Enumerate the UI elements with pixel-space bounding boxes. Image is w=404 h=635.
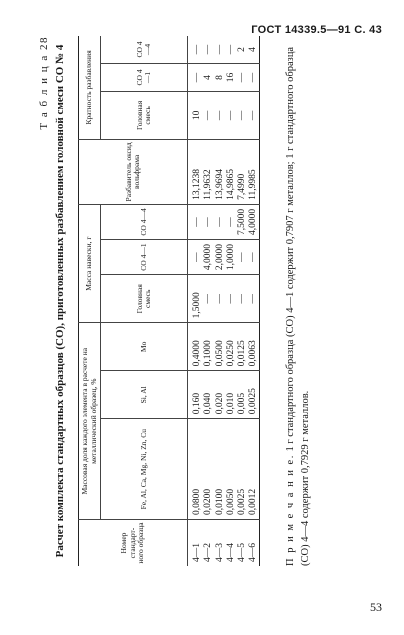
col-mult-co44: СО 4—4	[101, 36, 188, 63]
cell-co41: 4,0000	[203, 240, 214, 275]
table-row	[226, 36, 237, 566]
cell-mo: 0,0125	[237, 323, 248, 371]
cell-fe: 0,0800	[188, 419, 204, 520]
cell-mo: 0,1000	[203, 323, 214, 371]
cell-si: 0,005	[237, 371, 248, 419]
cell-mult-co41: 8	[215, 63, 226, 91]
cell-si: 0,160	[188, 371, 204, 419]
table-row	[215, 36, 226, 566]
cell-diluent: 11,9632	[203, 139, 214, 204]
cell-no: 4—1	[188, 520, 204, 567]
cell-mult-co44: 2	[237, 47, 248, 52]
cell-mult-head: —	[215, 91, 226, 139]
cell-mult-co44: —	[225, 44, 236, 55]
cell-co41: —	[188, 240, 204, 275]
cell-mult-co41: 16	[226, 63, 237, 91]
cell-mult-head: —	[248, 91, 260, 139]
col-diluent: Разбавитель оксид вольфрама	[79, 139, 188, 204]
cell-mo: 0,0500	[215, 323, 226, 371]
cell-mo: 0,0063	[248, 323, 260, 371]
cell-mult-co41: —	[237, 63, 248, 91]
cell-fe: 0,0100	[215, 419, 226, 520]
cell-mult-co44: —	[214, 44, 225, 55]
cell-co44: —	[215, 204, 226, 239]
col-multiplicity-group: Кратность разбавления	[79, 36, 101, 139]
col-mult-head: Головная смесь	[101, 91, 188, 139]
cell-co41: 1,0000	[226, 240, 237, 275]
table-row	[188, 36, 204, 566]
cell-mo: 0,0250	[226, 323, 237, 371]
page-number: 53	[370, 600, 382, 614]
cell-diluent: 11,9985	[248, 139, 260, 204]
cell-diluent: 7,4990	[237, 139, 248, 204]
cell-si: 0,020	[215, 371, 226, 419]
cell-head: —	[203, 275, 214, 323]
cell-no: 4—5	[237, 520, 248, 567]
col-head-mix: Головная смесь	[101, 275, 188, 323]
cell-mult-head: —	[203, 91, 214, 139]
cell-co44: —	[203, 204, 214, 239]
cell-co41: —	[237, 240, 248, 275]
cell-mult-head: 10	[188, 91, 204, 139]
table-row	[237, 36, 248, 566]
cell-diluent: 14,9865	[226, 139, 237, 204]
cell-si: 0,040	[203, 371, 214, 419]
cell-head: —	[237, 275, 248, 323]
col-mo: Mo	[101, 323, 188, 371]
col-co44: СО 4—4	[101, 204, 188, 239]
cell-mult-co41: —	[188, 63, 204, 91]
cell-mult-co41: 4	[203, 63, 214, 91]
table-title: Расчет комплекта стандартных образцов (СО), приготовленных разбавлением головной смеси СО № 4	[54, 44, 66, 558]
cell-mult-co44: —	[203, 44, 214, 55]
cell-fe: 0,0200	[203, 419, 214, 520]
cell-fe: 0,0012	[248, 419, 260, 520]
cell-head: —	[226, 275, 237, 323]
cell-diluent: 13,1238	[188, 139, 204, 204]
cell-mult-head: —	[237, 91, 248, 139]
note-label: П р и м е ч а н и е.	[285, 454, 296, 566]
cell-fe: 0,0050	[226, 419, 237, 520]
cell-mult-co44: —	[192, 44, 203, 55]
table-row	[248, 36, 260, 566]
cell-mult-co44: 4	[248, 47, 259, 52]
cell-mult-head: —	[226, 91, 237, 139]
cell-co44: 7,5000	[237, 204, 248, 239]
cell-co44: —	[226, 204, 237, 239]
note-text: 1 г стандартного образца (СО) 4—1 содержит 0,7907 г металлов; 1 г стандартного образца (СО) 4—4 содержит 0,7929 г металлов.	[285, 46, 311, 566]
col-co41: СО 4—1	[101, 240, 188, 275]
cell-si: 0,010	[226, 371, 237, 419]
col-mass-fraction-group: Массовая доля каждого элемента в расчете на металлический образец, %	[79, 323, 101, 520]
cell-mo: 0,4000	[188, 323, 204, 371]
col-sample-no: Номер стандарт-ного образца	[79, 520, 188, 567]
cell-co41: —	[248, 240, 260, 275]
col-si-al: Si, Al	[101, 371, 188, 419]
cell-no: 4—3	[215, 520, 226, 567]
cell-si: 0,0025	[248, 371, 260, 419]
data-table	[78, 36, 260, 566]
cell-head: —	[248, 275, 260, 323]
cell-head: 1,5000	[188, 275, 204, 323]
rotated-content	[32, 36, 372, 566]
col-mult-co41: СО 4—1	[101, 63, 188, 91]
table-row	[203, 36, 214, 566]
page-header: ГОСТ 14339.5—91 С. 43	[251, 24, 382, 36]
cell-head: —	[215, 275, 226, 323]
table-note	[284, 36, 313, 566]
cell-no: 4—2	[203, 520, 214, 567]
col-mass-group: Масса навески, г	[79, 204, 101, 323]
cell-co44: —	[188, 204, 204, 239]
table-label: Т а б л и ц а 28	[38, 36, 50, 130]
col-fe-group: Fe, Al, Ca, Mg, Ni, Zn, Cu	[101, 419, 188, 520]
cell-fe: 0,0025	[237, 419, 248, 520]
cell-diluent: 13,9694	[215, 139, 226, 204]
cell-co44: 4,0000	[248, 204, 260, 239]
cell-no: 4—4	[226, 520, 237, 567]
cell-co41: 2,0000	[215, 240, 226, 275]
cell-no: 4—6	[248, 520, 260, 567]
cell-mult-co41: —	[248, 63, 260, 91]
